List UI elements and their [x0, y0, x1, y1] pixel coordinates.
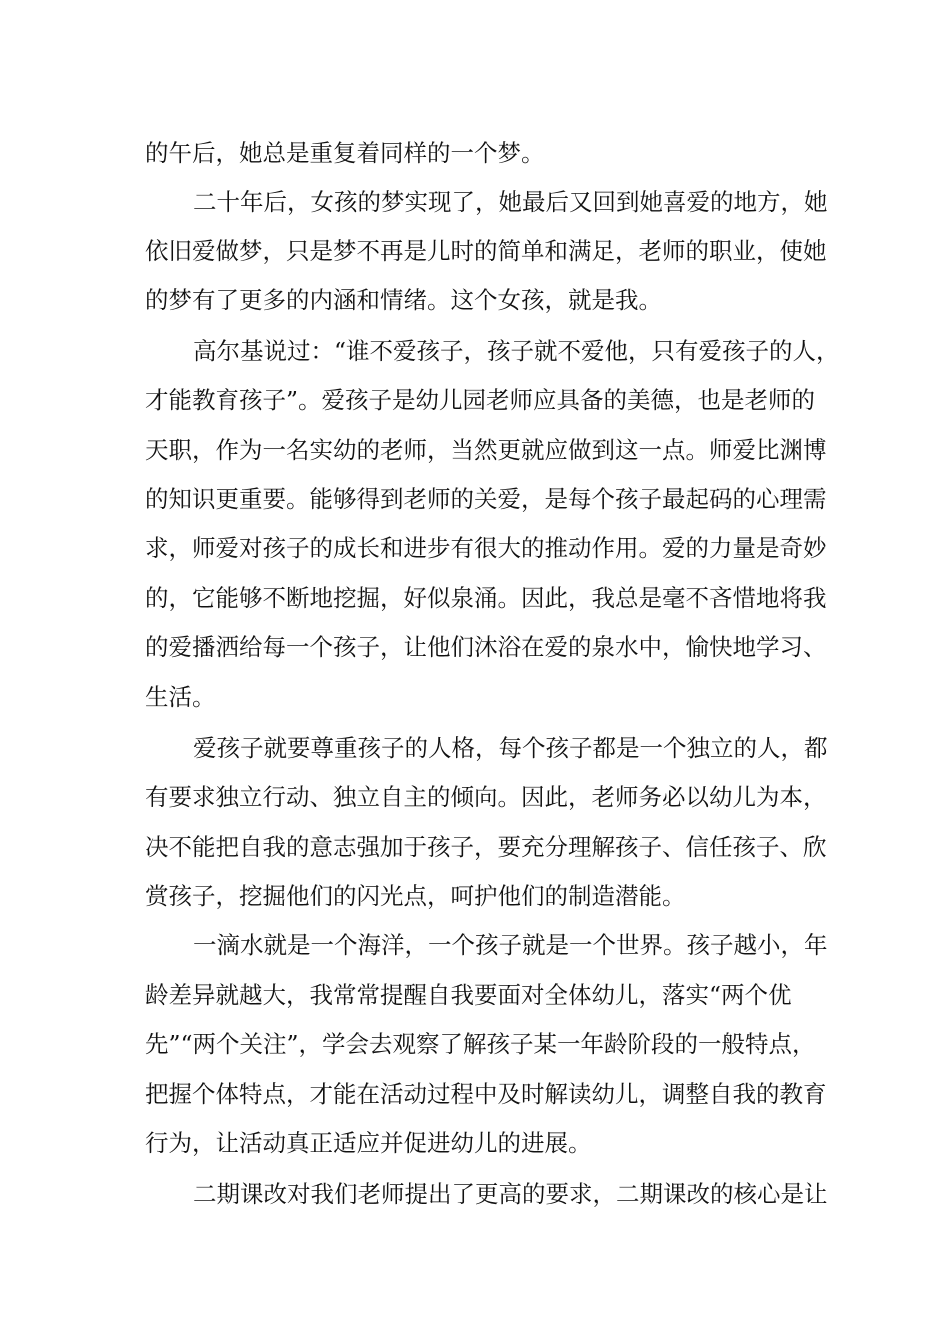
text-line: 依旧爱做梦，只是梦不再是儿时的简单和满足，老师的职业，使她: [145, 237, 827, 265]
paragraph-start-line: 高尔基说过：“谁不爱孩子，孩子就不爱他，只有爱孩子的人，: [193, 337, 840, 365]
text-line: 天职，作为一名实幼的老师，当然更就应做到这一点。师爱比渊博: [145, 436, 827, 464]
paragraph-start-line: 二期课改对我们老师提出了更高的要求，二期课改的核心是让: [193, 1180, 828, 1208]
paragraph-start-line: 一滴水就是一个海洋，一个孩子就是一个世界。孩子越小，年: [193, 931, 828, 959]
text-line: 才能教育孩子”。爱孩子是幼儿园老师应具备的美德，也是老师的: [145, 386, 816, 414]
text-line: 行为，让活动真正适应并促进幼儿的进展。: [145, 1129, 592, 1157]
text-line: 决不能把自我的意志强加于孩子，要充分理解孩子、信任孩子、欣: [145, 833, 827, 861]
text-line: 的知识更重要。能够得到老师的关爱，是每个孩子最起码的心理需: [145, 485, 827, 513]
text-line: 生活。: [145, 683, 216, 711]
text-line: 的午后，她总是重复着同样的一个梦。: [145, 139, 545, 167]
paragraph-start-line: 二十年后，女孩的梦实现了，她最后又回到她喜爱的地方，她: [193, 188, 828, 216]
text-line: 有要求独立行动、独立自主的倾向。因此，老师务必以幼儿为本，: [145, 783, 827, 811]
text-line: 把握个体特点，才能在活动过程中及时解读幼儿，调整自我的教育: [145, 1080, 827, 1108]
text-line: 求，师爱对孩子的成长和进步有很大的推动作用。爱的力量是奇妙: [145, 534, 827, 562]
text-line: 的爱播洒给每一个孩子，让他们沐浴在爱的泉水中，愉快地学习、: [145, 633, 827, 661]
text-line: 的，它能够不断地挖掘，好似泉涌。因此，我总是毫不吝惜地将我: [145, 584, 827, 612]
text-line: 先”“两个关注”，学会去观察了解孩子某一年龄阶段的一般特点，: [145, 1030, 816, 1058]
text-line: 龄差异就越大，我常常提醒自我要面对全体幼儿，落实“两个优: [145, 981, 792, 1009]
text-line: 的梦有了更多的内涵和情绪。这个女孩，就是我。: [145, 286, 662, 314]
text-line: 赏孩子，挖掘他们的闪光点，呵护他们的制造潜能。: [145, 882, 686, 910]
paragraph-start-line: 爱孩子就要尊重孩子的人格，每个孩子都是一个独立的人，都: [193, 734, 828, 762]
